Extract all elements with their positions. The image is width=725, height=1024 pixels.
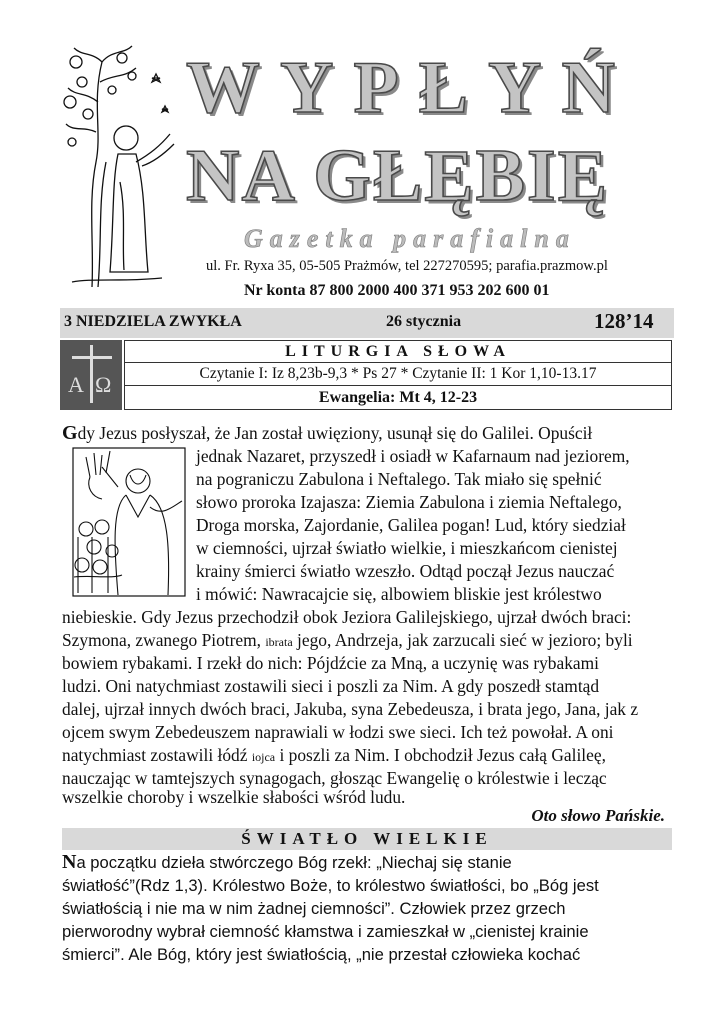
article-line-1: [62, 851, 512, 874]
parish-address: ul. Fr. Ryxa 35, 05-505 Prażmów, tel 227270595; parafia.prazmow.pl: [206, 258, 608, 274]
liturgical-sunday: 3 NIEDZIELA ZWYKŁA: [64, 313, 242, 330]
gospel-small-text: iojca: [251, 750, 276, 764]
cross-icon: [90, 345, 93, 403]
liturgy-title: LITURGIA SŁOWA: [124, 341, 672, 363]
gospel-line-16: nauczając w tamtejszych synagogach, głosząc Ewangelię o królestwie i lecząc: [62, 768, 607, 788]
gospel-line-14: ojcem swym Zebedeuszem naprawiali w łodzi swe sieci. Ich też powołał. A oni: [62, 722, 614, 742]
gospel-text: natychmiast zostawili łódź: [62, 745, 252, 765]
article-line-2: światłość”(Rdz 1,3). Królestwo Boże, to królestwo światłości, bo „Bóg jest: [62, 876, 599, 895]
alpha-glyph: A: [68, 372, 84, 397]
bank-account: Nr konta 87 800 2000 400 371 953 202 600 01: [244, 282, 550, 299]
article-line-5: śmierci”. Ale Bóg, który jest światłością, „nie przestał człowieka kochać: [62, 945, 581, 964]
gospel-text: i poszli za Nim. I obchodził Jezus całą Galileę,: [275, 745, 606, 765]
gospel-small-text: ibrata: [265, 635, 293, 649]
liturgy-gospel-reference: Ewangelia: Mt 4, 12-23: [318, 389, 478, 406]
issue-number: 128’14: [594, 309, 654, 333]
gospel-line-12: ludzi. Oni natychmiast zostawili sieci i poszli za Nim. A gdy poszedł stamtąd: [62, 676, 600, 696]
saint-francis-tree-illustration: [62, 42, 182, 292]
cross-icon-bar: [72, 356, 112, 359]
newsletter-title-line2: NA GŁĘBIĘ: [186, 135, 610, 217]
gospel-line-7: krainy śmierci światło wzeszło. Odtąd począł Jezus nauczać: [196, 561, 615, 581]
gospel-text: jego, Andrzeja, jak zarzucali sieć w jezioro; byli: [292, 630, 633, 650]
liturgy-readings: Czytanie I: Iz 8,23b-9,3 * Ps 27 * Czytanie II: 1 Kor 1,10-13.17: [124, 363, 672, 386]
article-line-4: pierworodny wybrał ciemność kłamstwa i zamieszkał w „cienistej krainie: [62, 922, 589, 941]
gospel-text: dy Jezus posłyszał, że Jan został uwięziony, usunął się do Galilei. Opuścił: [77, 423, 593, 443]
article-line-3: światłością i nie ma w nim żadnej ciemności”. Człowiek przez grzech: [62, 899, 566, 918]
gospel-line-6: w ciemności, ujrzał światło wielkie, i mieszkańcom cienistej: [196, 538, 618, 558]
gospel-line-1: [62, 422, 592, 445]
drop-cap: G: [62, 422, 78, 444]
gospel-text: Szymona, zwanego Piotrem,: [62, 630, 266, 650]
gospel-line-17: wszelkie choroby i wszelkie słabości wśród ludu.: [62, 787, 406, 807]
drop-cap: N: [62, 851, 77, 873]
gospel-line-13: dalej, ujrzał innych dwóch braci, Jakuba, syna Zebedeusza, i brata jego, Jana, jak z: [62, 699, 639, 719]
gospel-line-10: [62, 629, 633, 654]
gospel-line-8: i mówić: Nawracajcie się, albowiem bliskie jest królestwo: [196, 584, 602, 604]
gospel-line-5: Droga morska, Zajordanie, Galilea pogan! Lud, który siedział: [196, 515, 626, 535]
section-title: ŚWIATŁO WIELKIE: [241, 829, 493, 848]
issue-date: 26 stycznia: [386, 313, 462, 330]
omega-glyph: Ω: [95, 372, 112, 397]
article-text: a początku dzieła stwórczego Bóg rzekł: „Niechaj się stanie: [76, 853, 512, 872]
jesus-with-disciples-illustration: [72, 447, 186, 597]
gospel-closing: Oto słowo Pańskie.: [531, 806, 665, 825]
newsletter-subtitle: Gazetka parafialna: [244, 224, 576, 253]
gospel-line-4: słowo proroka Izajasza: Ziemia Zabulona i ziemia Neftalego,: [196, 492, 622, 512]
newsletter-title-line1: WYPŁYŃ: [186, 47, 635, 129]
gospel-line-15: [62, 744, 606, 769]
gospel-line-3: na pograniczu Zabulona i Neftalego. Tak miało się spełnić: [196, 469, 602, 489]
gospel-line-9: niebieskie. Gdy Jezus przechodził obok Jeziora Galilejskiego, ujrzał dwóch braci:: [62, 607, 632, 627]
gospel-line-11: bowiem rybakami. I rzekł do nich: Pójdźcie za Mną, a uczynię was rybakami: [62, 653, 599, 673]
gospel-line-2: jednak Nazaret, przyszedł i osiadł w Kafarnaum nad jeziorem,: [196, 446, 630, 466]
